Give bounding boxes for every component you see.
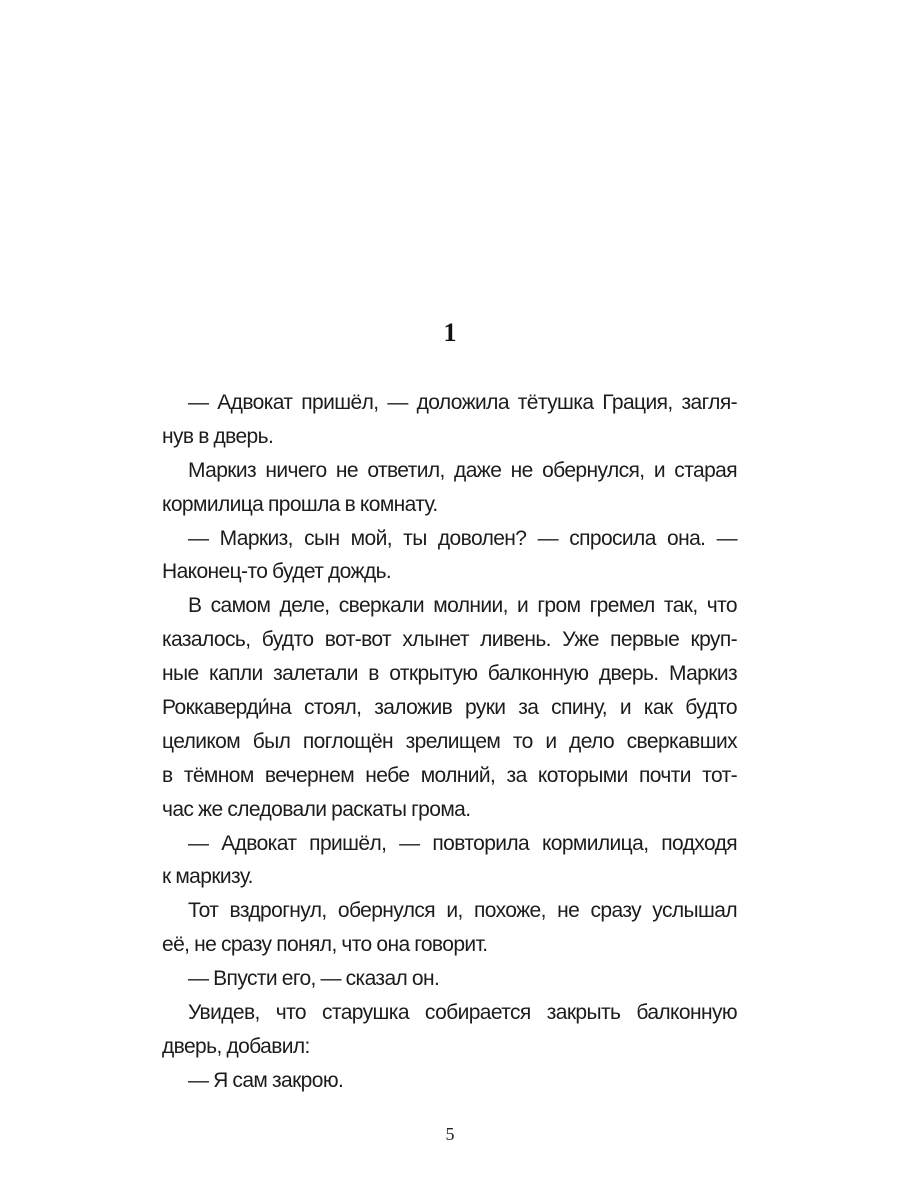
body-text — [162, 386, 737, 1098]
text-line: — Впусти его, — сказал он. — [188, 967, 440, 991]
text-line: в тёмном вечернем небе молний, за которыми почти тот- — [162, 763, 737, 787]
text-line: Роккаверди́на стоял, заложив руки за спину, и как будто — [162, 696, 737, 720]
text-line: — Я сам закрою. — [188, 1068, 344, 1092]
text-line: Маркиз ничего не ответил, даже не обернулся, и старая — [188, 458, 737, 482]
text-line: к маркизу. — [162, 865, 253, 889]
text-line: нув в дверь. — [162, 424, 274, 448]
chapter-number: 1 — [443, 318, 457, 347]
text-line: В самом деле, сверкали молнии, и гром гремел так, что — [188, 594, 737, 618]
text-line: целиком был поглощён зрелищем то и дело сверкавших — [162, 729, 737, 753]
text-line: казалось, будто вот-вот хлынет ливень. Уже первые круп- — [162, 628, 737, 652]
text-line: — Адвокат пришёл, — повторила кормилица, подходя — [188, 831, 737, 855]
text-line: её, не сразу понял, что она говорит. — [162, 933, 488, 957]
text-line: — Маркиз, сын мой, ты доволен? — спросила она. — — [188, 526, 737, 550]
text-line: час же следовали раскаты грома. — [162, 797, 471, 821]
text-line: — Адвокат пришёл, — доложила тётушка Грация, загля- — [188, 391, 737, 414]
text-line: кормилица прошла в комнату. — [162, 492, 438, 516]
text-line: дверь, добавил: — [162, 1034, 310, 1058]
page-number: 5 — [445, 1124, 455, 1144]
text-line: Тот вздрогнул, обернулся и, похоже, не сразу услышал — [188, 899, 737, 923]
text-line: Наконец-то будет дождь. — [162, 560, 392, 584]
text-line: Увидев, что старушка собирается закрыть балконную — [188, 1001, 737, 1025]
text-line: ные капли залетали в открытую балконную дверь. Маркиз — [162, 662, 737, 686]
